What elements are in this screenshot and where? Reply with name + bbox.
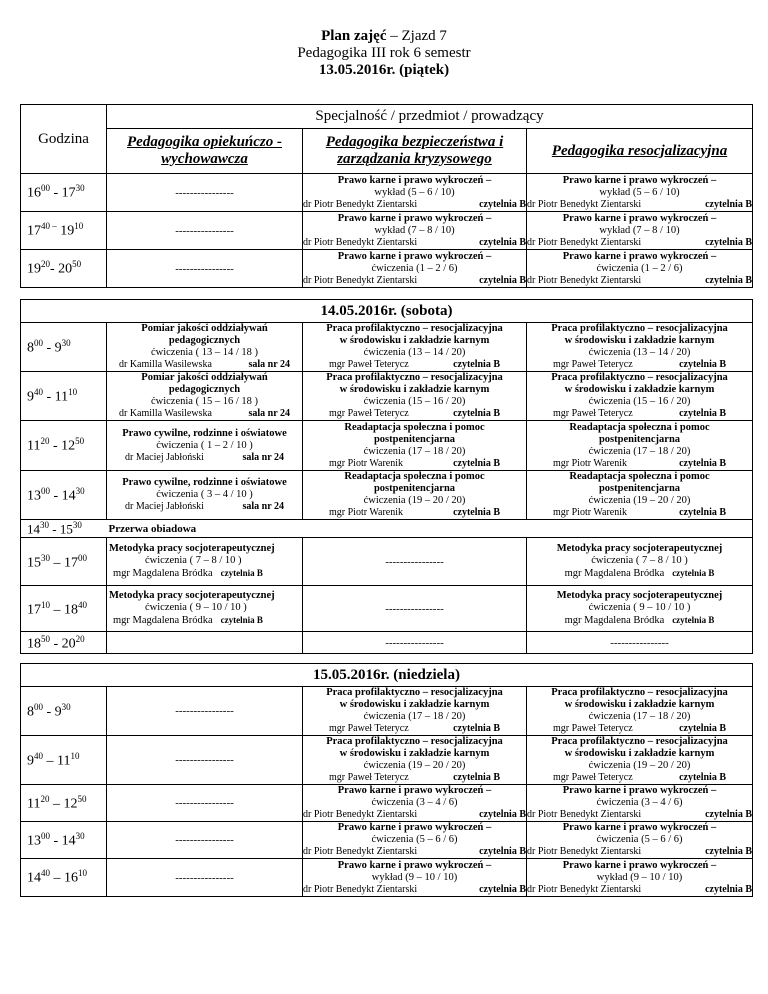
class-block: Prawo cywilne, rodzinne i oświatowe ćwiczenia ( 3 – 4 / 10 ) dr Maciej Jabłoński sala nr 24 xyxy=(107,471,303,520)
time-slot: $14^{30} - 15^{30}$ xyxy=(21,520,107,538)
schedule-table-friday xyxy=(20,104,753,288)
class-block: Prawo karne i prawo wykroczeń – ćwiczenia (3 – 4 / 6) dr Piotr Benedykt Zientarski czytelnia B xyxy=(303,785,526,820)
class-block: Metodyka pracy socjoterapeutycznej ćwiczenia ( 9 – 10 / 10 ) mgr Magdalena Bródka czytelnia B xyxy=(527,586,753,632)
class-block: Prawo karne i prawo wykroczeń – ćwiczenia (1 – 2 / 6) dr Piotr Benedykt Zientarski czytelnia B xyxy=(527,250,752,286)
empty-slot: ---------------- xyxy=(527,632,753,654)
time-slot: $13^{00} - 14^{30}$ xyxy=(21,822,107,859)
schedule-table-saturday xyxy=(20,299,753,654)
class-block: Prawo karne i prawo wykroczeń – wykład (7 – 8 / 10) dr Piotr Benedykt Zientarski czytelnia B xyxy=(303,212,526,248)
class-block: Prawo karne i prawo wykroczeń – ćwiczenia (3 – 4 / 6) dr Piotr Benedykt Zientarski czytelnia B xyxy=(527,785,752,820)
time-slot: $11^{20} - 12^{50}$ xyxy=(21,785,107,822)
class-block: Prawo karne i prawo wykroczeń – wykład (5 – 6 / 10) dr Piotr Benedykt Zientarski czytelnia B xyxy=(303,174,526,210)
time-slot: $19^{20}-$ $20^{50}$ xyxy=(21,250,107,288)
class-block: Praca profilaktyczno – resocjalizacyjna w środowisku i zakładzie karnym ćwiczenia (19 – 20 / 20) mgr Paweł Teterycz czytelnia B xyxy=(527,736,753,785)
class-block: Praca profilaktyczno – resocjalizacyjna w środowisku i zakładzie karnym ćwiczenia (19 – 20 / 20) mgr Paweł Teterycz czytelnia B xyxy=(303,736,527,785)
empty-slot: ---------------- xyxy=(107,687,303,736)
empty-slot: ---------------- xyxy=(107,859,303,897)
time-slot: $11^{20} - 12^{50}$ xyxy=(21,421,107,471)
schedule-table-sunday xyxy=(20,663,753,897)
empty-slot: ---------------- xyxy=(107,736,303,785)
spec-header: Specjalność / przedmiot / prowadzący xyxy=(107,105,753,129)
col-header-resocjalizacyjna: Pedagogika resocjalizacyjna xyxy=(527,129,753,174)
empty-cell xyxy=(107,632,303,654)
class-block: Prawo karne i prawo wykroczeń – wykład (9 – 10 / 10) dr Piotr Benedykt Zientarski czytelnia B xyxy=(303,859,526,895)
time-slot: $18^{50} - 20^{20}$ xyxy=(21,632,107,654)
title-bold: Plan zajęć xyxy=(321,28,387,44)
class-block: Metodyka pracy socjoterapeutycznej ćwiczenia ( 9 – 10 / 10 ) mgr Magdalena Bródka czytelnia B xyxy=(107,586,303,632)
class-block: Pomiar jakości oddziaływań pedagogicznych ćwiczenia ( 13 – 14 / 18 ) dr Kamilla Wasilewska sala nr 24 xyxy=(107,323,303,372)
col-header-bezpieczenstwa: Pedagogika bezpieczeństwa i zarządzania kryzysowego xyxy=(303,129,527,174)
hour-header: Godzina xyxy=(21,105,107,174)
class-block: Praca profilaktyczno – resocjalizacyjna w środowisku i zakładzie karnym ćwiczenia (13 – 14 / 20) mgr Paweł Teterycz czytelnia B xyxy=(303,323,527,372)
time-slot: $13^{00} - 14^{30}$ xyxy=(21,471,107,520)
class-block: Metodyka pracy socjoterapeutycznej ćwiczenia ( 7 – 8 / 10 ) mgr Magdalena Bródka czytelnia B xyxy=(107,538,303,586)
class-block: Readaptacja społeczna i pomoc postpenitencjarna ćwiczenia (17 – 18 / 20) mgr Piotr Warenik czytelnia B xyxy=(303,421,527,471)
empty-slot: ---------------- xyxy=(107,174,303,212)
time-slot: $15^{30} - 17^{00}$ xyxy=(21,538,107,586)
day-header-sunday: 15.05.2016r. (niedziela) xyxy=(21,664,753,687)
class-block: Readaptacja społeczna i pomoc postpenitencjarna ćwiczenia (19 – 20 / 20) mgr Piotr Warenik czytelnia B xyxy=(303,471,527,520)
class-block: Prawo karne i prawo wykroczeń – wykład (5 – 6 / 10) dr Piotr Benedykt Zientarski czytelnia B xyxy=(527,174,752,210)
time-slot: $9^{40} - 11^{10}$ xyxy=(21,736,107,785)
empty-slot: ---------------- xyxy=(107,785,303,822)
class-block: Readaptacja społeczna i pomoc postpenitencjarna ćwiczenia (17 – 18 / 20) mgr Piotr Warenik czytelnia B xyxy=(527,421,753,471)
time-slot: $9^{40} - 11^{10}$ xyxy=(21,372,107,421)
page-title xyxy=(0,28,768,45)
empty-slot: ---------------- xyxy=(303,538,527,586)
date-friday: 13.05.2016r. (piątek) xyxy=(318,62,450,78)
empty-slot: ---------------- xyxy=(107,250,303,288)
class-block: Prawo karne i prawo wykroczeń – ćwiczenia (5 – 6 / 6) dr Piotr Benedykt Zientarski czytelnia B xyxy=(527,822,752,857)
class-block: Praca profilaktyczno – resocjalizacyjna w środowisku i zakładzie karnym ćwiczenia (15 – 16 / 20) mgr Paweł Teterycz czytelnia B xyxy=(527,372,753,421)
empty-slot: ---------------- xyxy=(303,586,527,632)
class-block: Prawo cywilne, rodzinne i oświatowe ćwiczenia ( 1 – 2 / 10 ) dr Maciej Jabłoński sala nr 24 xyxy=(107,421,303,471)
time-slot: $16^{00} - 17^{30}$ xyxy=(21,174,107,212)
page-subtitle: Pedagogika III rok 6 semestr xyxy=(297,45,471,61)
time-slot: $14^{40} - 16^{10}$ xyxy=(21,859,107,897)
col-header-opiekuncza: Pedagogika opiekuńczo - wychowawcza xyxy=(107,129,303,174)
class-block: Praca profilaktyczno – resocjalizacyjna w środowisku i zakładzie karnym ćwiczenia (15 – 16 / 20) mgr Paweł Teterycz czytelnia B xyxy=(303,372,527,421)
class-block: Praca profilaktyczno – resocjalizacyjna w środowisku i zakładzie karnym ćwiczenia (17 – 18 / 20) mgr Paweł Teterycz czytelnia B xyxy=(527,687,753,736)
time-slot: $8^{00} - 9^{30}$ xyxy=(21,323,107,372)
class-block: Prawo karne i prawo wykroczeń – wykład (7 – 8 / 10) dr Piotr Benedykt Zientarski czytelnia B xyxy=(527,212,752,248)
title-rest: – Zjazd 7 xyxy=(386,28,447,44)
class-block: Praca profilaktyczno – resocjalizacyjna w środowisku i zakładzie karnym ćwiczenia (17 – 18 / 20) mgr Paweł Teterycz czytelnia B xyxy=(303,687,527,736)
time-slot: $17^{40 -}$ $19^{10}$ xyxy=(21,212,107,250)
class-block: Praca profilaktyczno – resocjalizacyjna w środowisku i zakładzie karnym ćwiczenia (13 – 14 / 20) mgr Paweł Teterycz czytelnia B xyxy=(527,323,753,372)
time-slot: $8^{00} - 9^{30}$ xyxy=(21,687,107,736)
empty-slot: ---------------- xyxy=(107,822,303,859)
lunch-break: Przerwa obiadowa xyxy=(107,520,753,538)
empty-slot: ---------------- xyxy=(303,632,527,654)
class-block: Readaptacja społeczna i pomoc postpenitencjarna ćwiczenia (19 – 20 / 20) mgr Piotr Warenik czytelnia B xyxy=(527,471,753,520)
empty-slot: ---------------- xyxy=(107,212,303,250)
class-block: Prawo karne i prawo wykroczeń – ćwiczenia (5 – 6 / 6) dr Piotr Benedykt Zientarski czytelnia B xyxy=(303,822,526,857)
class-block: Metodyka pracy socjoterapeutycznej ćwiczenia ( 7 – 8 / 10 ) mgr Magdalena Bródka czytelnia B xyxy=(527,538,753,586)
day-header-saturday: 14.05.2016r. (sobota) xyxy=(21,300,753,323)
time-slot: $17^{10} - 18^{40}$ xyxy=(21,586,107,632)
class-block: Prawo karne i prawo wykroczeń – wykład (9 – 10 / 10) dr Piotr Benedykt Zientarski czytelnia B xyxy=(527,859,752,895)
class-block: Prawo karne i prawo wykroczeń – ćwiczenia (1 – 2 / 6) dr Piotr Benedykt Zientarski czytelnia B xyxy=(303,250,526,286)
class-block: Pomiar jakości oddziaływań pedagogicznych ćwiczenia ( 15 – 16 / 18 ) dr Kamilla Wasilewska sala nr 24 xyxy=(107,372,303,421)
